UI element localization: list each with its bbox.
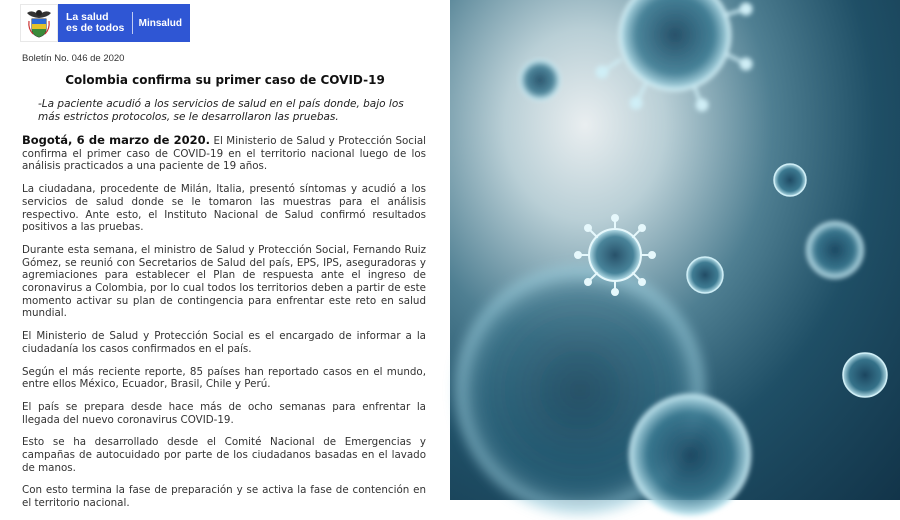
coronavirus-image — [450, 0, 900, 500]
ministry-name: Minsalud — [132, 12, 182, 34]
coat-of-arms-icon — [20, 4, 58, 42]
slogan-text: La salud es de todos — [66, 11, 125, 34]
paragraph-1 — [22, 134, 426, 173]
press-release-document — [0, 0, 450, 510]
coronavirus-illustration-icon — [450, 0, 900, 500]
document-title: Colombia confirma su primer caso de COVID-19 — [65, 73, 385, 87]
ministry-logo — [20, 4, 190, 42]
bulletin-number: Boletín No. 046 de 2020 — [22, 53, 125, 64]
paragraph-3: Durante esta semana, el ministro de Salud y Protección Social, Fernando Ruiz Gómez, se reunió con Secretarios de Salud del país, EPS, IPS, aseguradoras y agremiaciones para establecer el Plan de respuesta ante el ingreso de coronavirus a Colombia, por lo cual todos los territorios deben a partir de este momento activar su plan de contingencia para enfrentar este reto en salud mundial. — [22, 243, 426, 320]
paragraph-4: El Ministerio de Salud y Protección Social es el encargado de informar a la ciudadanía los casos confirmados en el país. — [22, 330, 426, 355]
document-subtitle: -La paciente acudió a los servicios de salud en el país donde, bajo los más estrictos protocolos, se le desarrollaron las pruebas. — [38, 98, 404, 123]
virus-center — [575, 215, 655, 295]
paragraph-5: Según el más reciente reporte, 85 países han reportado casos en el mundo, entre ellos México, Ecuador, Brasil, Chile y Perú. — [22, 365, 426, 391]
document-body — [22, 134, 426, 520]
slogan-banner — [58, 4, 190, 42]
paragraph-6: El país se prepara desde hace más de ocho semanas para enfrentar la llegada del nuevo coronavirus COVID-19. — [22, 400, 426, 426]
dateline: Bogotá, 6 de marzo de 2020. — [22, 133, 210, 147]
paragraph-1-text: El Ministerio de Salud y Protección Social confirma el primer caso de COVID-19 en el territorio nacional luego de los análisis practicados a una paciente de 19 años. — [22, 135, 426, 173]
paragraph-7: Esto se ha desarrollado desde el Comité Nacional de Emergencias y campañas de autocuidado por parte de los ciudadanos basadas en el lavado de manos. — [22, 436, 426, 474]
virus-top — [597, 0, 751, 110]
paragraph-2: La ciudadana, procedente de Milán, Italia, presentó síntomas y acudió a los servicios de salud donde se le tomaron las muestras para el análisis respectivo. Ante esto, el Instituto Nacional de Salud confirmó resultados positivos a las pruebas. — [22, 183, 426, 234]
paragraph-8: Con esto termina la fase de preparación y se activa la fase de contención en el territorio nacional. — [22, 484, 426, 510]
